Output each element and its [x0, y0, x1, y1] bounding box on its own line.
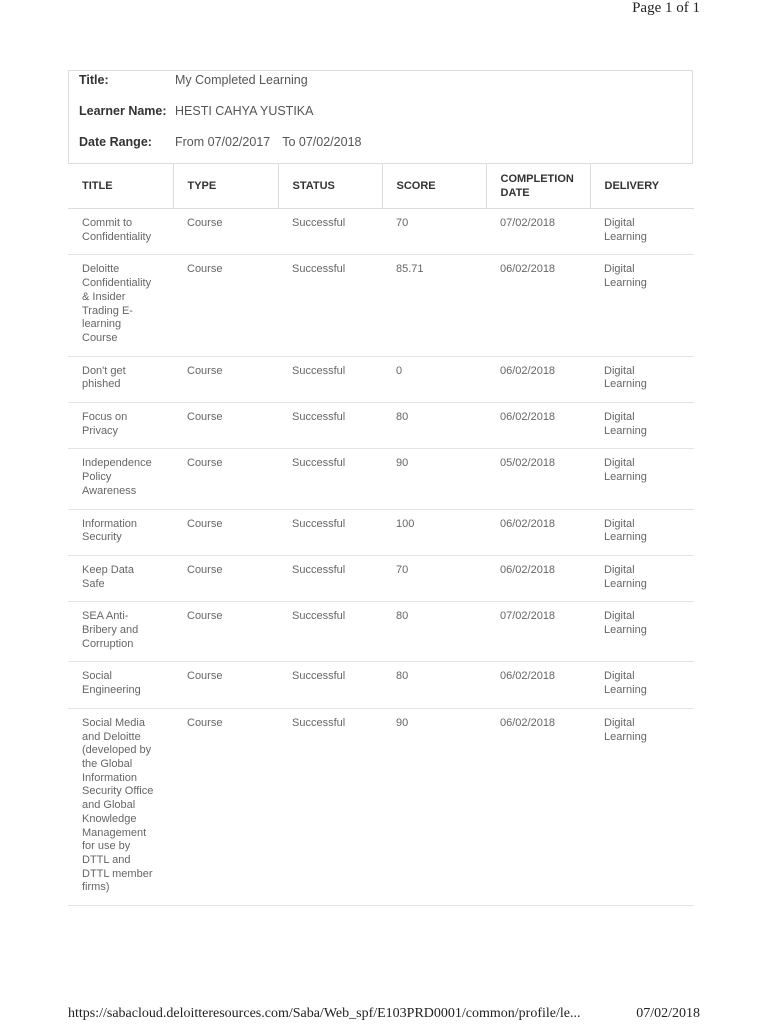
table-row: [68, 356, 694, 402]
cell-completion-date: 06/02/2018: [486, 403, 590, 449]
cell-delivery: Digital Learning: [590, 602, 694, 662]
cell-completion-date: 06/02/2018: [486, 255, 590, 356]
cell-type: Course: [173, 356, 278, 402]
page-indicator: Page 1 of 1: [632, 0, 700, 16]
cell-title: Don't get phished: [68, 356, 173, 402]
footer-date: 07/02/2018: [636, 1006, 700, 1021]
cell-status: Successful: [278, 449, 382, 509]
table-row: [68, 449, 694, 509]
cell-type: Course: [173, 708, 278, 905]
col-header-status: STATUS: [278, 164, 382, 209]
cell-delivery: Digital Learning: [590, 449, 694, 509]
cell-title: Social Engineering: [68, 662, 173, 708]
cell-completion-date: 07/02/2018: [486, 602, 590, 662]
cell-title: Social Media and Deloitte (developed by the Global Information Security Office and Global Knowledge Management for use by DTTL and DTTL member firms): [68, 708, 173, 905]
cell-delivery: Digital Learning: [590, 509, 694, 555]
cell-type: Course: [173, 403, 278, 449]
cell-score: 70: [382, 209, 486, 255]
completed-learning-table: [68, 164, 694, 906]
from-label: From: [175, 135, 205, 149]
col-header-type: TYPE: [173, 164, 278, 209]
cell-score: 80: [382, 602, 486, 662]
cell-completion-date: 05/02/2018: [486, 449, 590, 509]
cell-status: Successful: [278, 708, 382, 905]
to-date: 07/02/2018: [298, 135, 362, 149]
cell-title: Independence Policy Awareness: [68, 449, 173, 509]
table-row: [68, 509, 694, 555]
col-header-delivery: DELIVERY: [590, 164, 694, 209]
table-row: [68, 555, 694, 601]
cell-delivery: Digital Learning: [590, 555, 694, 601]
cell-title: Deloitte Confidentiality & Insider Trading E-learning Course: [68, 255, 173, 356]
cell-title: SEA Anti-Bribery and Corruption: [68, 602, 173, 662]
cell-completion-date: 06/02/2018: [486, 662, 590, 708]
cell-title: Keep Data Safe: [68, 555, 173, 601]
from-date: 07/02/2017: [207, 135, 271, 149]
col-header-title: TITLE: [68, 164, 173, 209]
cell-delivery: Digital Learning: [590, 255, 694, 356]
cell-delivery: Digital Learning: [590, 708, 694, 905]
title-label: Title:: [79, 73, 109, 87]
cell-delivery: Digital Learning: [590, 356, 694, 402]
cell-status: Successful: [278, 555, 382, 601]
table-row: [68, 602, 694, 662]
cell-completion-date: 06/02/2018: [486, 509, 590, 555]
cell-completion-date: 06/02/2018: [486, 356, 590, 402]
date-range-row: [79, 135, 361, 149]
table-row: [68, 708, 694, 905]
cell-status: Successful: [278, 403, 382, 449]
cell-completion-date: 07/02/2018: [486, 209, 590, 255]
cell-title: Focus on Privacy: [68, 403, 173, 449]
cell-status: Successful: [278, 255, 382, 356]
to-label: To: [282, 135, 296, 149]
title-row: [79, 73, 308, 87]
cell-status: Successful: [278, 662, 382, 708]
cell-title: Commit to Confidentiality: [68, 209, 173, 255]
cell-type: Course: [173, 509, 278, 555]
table-row: [68, 209, 694, 255]
cell-completion-date: 06/02/2018: [486, 708, 590, 905]
footer-url: https://sabacloud.deloitteresources.com/Saba/Web_spf/E103PRD0001/common/profile/le...: [68, 1006, 581, 1021]
cell-completion-date: 06/02/2018: [486, 555, 590, 601]
cell-status: Successful: [278, 356, 382, 402]
cell-score: 90: [382, 449, 486, 509]
table-row: [68, 662, 694, 708]
cell-score: 80: [382, 662, 486, 708]
date-range-label: Date Range:: [79, 135, 152, 149]
learner-name-value: HESTI CAHYA YUSTIKA: [175, 104, 314, 118]
cell-score: 70: [382, 555, 486, 601]
learner-name-label: Learner Name:: [79, 104, 167, 118]
cell-status: Successful: [278, 209, 382, 255]
cell-type: Course: [173, 555, 278, 601]
cell-delivery: Digital Learning: [590, 662, 694, 708]
cell-score: 90: [382, 708, 486, 905]
cell-score: 80: [382, 403, 486, 449]
cell-type: Course: [173, 662, 278, 708]
cell-score: 100: [382, 509, 486, 555]
table-row: [68, 403, 694, 449]
cell-type: Course: [173, 449, 278, 509]
col-header-completion-date: COMPLETION DATE: [486, 164, 590, 209]
cell-status: Successful: [278, 509, 382, 555]
cell-type: Course: [173, 209, 278, 255]
cell-type: Course: [173, 602, 278, 662]
cell-delivery: Digital Learning: [590, 209, 694, 255]
cell-title: Information Security: [68, 509, 173, 555]
table-header-row: [68, 164, 694, 209]
col-header-score: SCORE: [382, 164, 486, 209]
table-row: [68, 255, 694, 356]
cell-delivery: Digital Learning: [590, 403, 694, 449]
cell-score: 85.71: [382, 255, 486, 356]
cell-type: Course: [173, 255, 278, 356]
cell-score: 0: [382, 356, 486, 402]
title-value: My Completed Learning: [175, 73, 308, 87]
report-info-box: [68, 70, 693, 164]
cell-status: Successful: [278, 602, 382, 662]
learner-row: [79, 104, 313, 118]
